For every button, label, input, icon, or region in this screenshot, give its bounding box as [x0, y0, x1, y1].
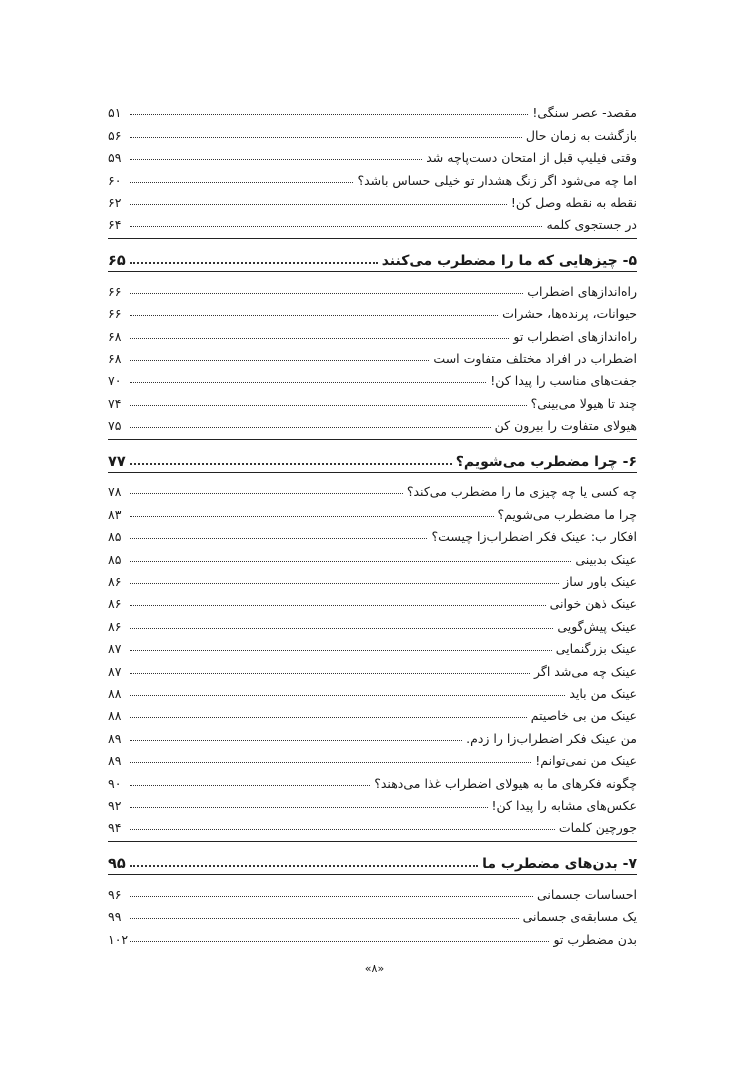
dot-leader [130, 338, 509, 339]
toc-entry [108, 366, 637, 388]
entry-title: راه‌اندازهای اضطراب تو [513, 328, 637, 344]
chapter-page-number: ۶۵ [108, 253, 126, 270]
entry-page-number: ۹۰ [108, 775, 122, 791]
entry-title: مقصد- عصر سنگی! [532, 105, 637, 121]
toc-entry [108, 723, 637, 745]
dot-leader [130, 182, 353, 183]
entry-page-number: ۵۱ [108, 105, 122, 121]
dot-leader [130, 829, 555, 830]
dot-leader [130, 918, 519, 919]
entry-page-number: ۸۵ [108, 551, 122, 567]
dot-leader [130, 583, 559, 584]
entry-title: عینک باور ساز [563, 574, 637, 590]
dot-leader [130, 865, 478, 867]
entry-page-number: ۶۶ [108, 306, 122, 322]
entry-page-number: ۹۶ [108, 886, 122, 902]
entry-title: جورچین کلمات [558, 820, 637, 836]
dot-leader [130, 762, 531, 763]
dot-leader [130, 896, 533, 897]
dot-leader [130, 561, 571, 562]
entry-page-number: ۶۰ [108, 172, 122, 188]
entry-page-number: ۷۴ [108, 395, 122, 411]
entry-title: احساسات جسمانی [537, 886, 637, 902]
toc-entry [108, 188, 637, 210]
toc-entry [108, 411, 637, 433]
entry-page-number: ۶۴ [108, 217, 122, 233]
entry-title: افکار ب: عینک فکر اضطراب‌زا چیست؟ [431, 529, 637, 545]
toc-entry [108, 120, 637, 142]
dot-leader [130, 360, 429, 361]
toc-entry [108, 165, 637, 187]
dot-leader [130, 137, 522, 138]
chapter-divider-top [108, 841, 637, 842]
entry-page-number: ۸۶ [108, 596, 122, 612]
entry-page-number: ۶۶ [108, 283, 122, 299]
entry-title: چرا ما مضطرب می‌شویم؟ [497, 506, 637, 522]
dot-leader [130, 204, 507, 205]
toc-entry [108, 656, 637, 678]
dot-leader [130, 538, 427, 539]
dot-leader [130, 293, 523, 294]
entry-page-number: ۸۹ [108, 753, 122, 769]
entry-page-number: ۶۸ [108, 328, 122, 344]
toc-entry [108, 299, 637, 321]
entry-page-number: ۹۹ [108, 909, 122, 925]
entry-page-number: ۹۲ [108, 797, 122, 813]
entry-title: عینک بزرگنمایی [555, 641, 637, 657]
entry-page-number: ۶۸ [108, 350, 122, 366]
toc-entry [108, 879, 637, 901]
entry-page-number: ۹۴ [108, 820, 122, 836]
toc-entry [108, 321, 637, 343]
page-number: «۸» [364, 962, 385, 975]
toc-entry [108, 344, 637, 366]
dot-leader [130, 516, 494, 517]
dot-leader [130, 807, 488, 808]
entry-page-number: ۸۹ [108, 730, 122, 746]
toc-entry [108, 499, 637, 521]
chapter-page-number: ۷۷ [108, 454, 126, 471]
entry-title: چند تا هیولا می‌بینی؟ [530, 395, 637, 411]
dot-leader [130, 628, 553, 629]
chapter-heading [108, 444, 637, 470]
toc-entry [108, 276, 637, 298]
dot-leader [130, 405, 527, 406]
entry-title: چگونه فکرهای ما به هیولای اضطراب غذا می‌دهند؟ [374, 775, 637, 791]
entry-title: عکس‌های مشابه را پیدا کن! [491, 797, 637, 813]
toc-entry [108, 679, 637, 701]
toc-entry [108, 477, 637, 499]
entry-page-number: ۸۷ [108, 663, 122, 679]
entry-title: عینک من بی خاصیتم [530, 708, 637, 724]
chapter-heading [108, 846, 637, 872]
entry-page-number: ۷۰ [108, 373, 122, 389]
toc-entry [108, 746, 637, 768]
dot-leader [130, 785, 370, 786]
toc-entry [108, 98, 637, 120]
toc-entry [108, 791, 637, 813]
entry-page-number: ۷۵ [108, 418, 122, 434]
chapter-divider-top [108, 439, 637, 440]
dot-leader [130, 382, 486, 383]
toc-entry [108, 813, 637, 835]
entry-page-number: ۶۲ [108, 194, 122, 210]
dot-leader [130, 493, 403, 494]
entry-title: عینک پیش‌گویی [557, 618, 637, 634]
entry-title: بازگشت به زمان حال [525, 127, 637, 143]
toc-entry [108, 589, 637, 611]
entry-title: یک مسابقه‌ی جسمانی [522, 909, 637, 925]
chapter-title: ۷- بدن‌های مضطرب ما [482, 856, 637, 873]
dot-leader [130, 226, 542, 227]
entry-title: چه کسی یا چه چیزی ما را مضطرب می‌کند؟ [406, 484, 637, 500]
chapter-divider-bottom [108, 271, 637, 272]
dot-leader [130, 315, 498, 316]
entry-page-number: ۷۸ [108, 484, 122, 500]
table-of-contents [108, 98, 637, 947]
dot-leader [130, 941, 549, 942]
entry-title: در جستجوی کلمه [546, 217, 637, 233]
toc-entry [108, 924, 637, 946]
chapter-divider-top [108, 238, 637, 239]
dot-leader [130, 740, 462, 741]
dot-leader [130, 262, 378, 264]
entry-page-number: ۸۳ [108, 506, 122, 522]
entry-title: نقطه به نقطه وصل کن! [510, 194, 637, 210]
entry-page-number: ۱۰۲ [108, 931, 129, 947]
chapter-divider-bottom [108, 874, 637, 875]
entry-title: وقتی فیلیپ قبل از امتحان دست‌پاچه شد [426, 150, 637, 166]
dot-leader [130, 695, 565, 696]
dot-leader [130, 463, 452, 465]
entry-title: عینک ذهن خوانی [549, 596, 637, 612]
entry-page-number: ۸۸ [108, 708, 122, 724]
entry-title: عینک بدبینی [575, 551, 637, 567]
toc-entry [108, 902, 637, 924]
entry-page-number: ۸۶ [108, 574, 122, 590]
entry-title: اضطراب در افراد مختلف متفاوت است [433, 350, 637, 366]
entry-title: عینک من نمی‌توانم! [535, 753, 637, 769]
dot-leader [130, 605, 546, 606]
entry-title: عینک من باید [569, 685, 637, 701]
toc-entry [108, 611, 637, 633]
entry-page-number: ۸۶ [108, 618, 122, 634]
entry-title: هیولای متفاوت را بیرون کن [494, 418, 637, 434]
entry-title: حیوانات، پرنده‌ها، حشرات [502, 306, 637, 322]
chapter-heading [108, 243, 637, 269]
entry-page-number: ۵۶ [108, 127, 122, 143]
chapter-title: ۶- چرا مضطرب می‌شویم؟ [455, 454, 637, 471]
dot-leader [130, 114, 528, 115]
entry-title: اما چه می‌شود اگر زنگ هشدار تو خیلی حساس باشد؟ [357, 172, 637, 188]
toc-entry [108, 567, 637, 589]
entry-title: راه‌اندازهای اضطراب [527, 283, 637, 299]
entry-title: عینک چه می‌شد اگر [533, 663, 637, 679]
dot-leader [130, 717, 527, 718]
entry-title: من عینک فکر اضطراب‌زا را زدم. [466, 730, 637, 746]
toc-entry [108, 522, 637, 544]
entry-page-number: ۵۹ [108, 150, 122, 166]
dot-leader [130, 159, 422, 160]
toc-entry [108, 544, 637, 566]
toc-entry [108, 768, 637, 790]
chapter-divider-bottom [108, 472, 637, 473]
entry-title: جفت‌های مناسب را پیدا کن! [490, 373, 637, 389]
toc-entry [108, 634, 637, 656]
dot-leader [130, 673, 530, 674]
toc-entry [108, 701, 637, 723]
dot-leader [130, 427, 491, 428]
entry-page-number: ۸۵ [108, 529, 122, 545]
dot-leader [130, 650, 552, 651]
entry-title: بدن مضطرب تو [553, 931, 637, 947]
entry-page-number: ۸۷ [108, 641, 122, 657]
toc-entry [108, 143, 637, 165]
toc-entry [108, 210, 637, 232]
chapter-title: ۵- چیزهایی که ما را مضطرب می‌کنند [381, 253, 637, 270]
toc-entry [108, 388, 637, 410]
chapter-page-number: ۹۵ [108, 856, 126, 873]
entry-page-number: ۸۸ [108, 685, 122, 701]
